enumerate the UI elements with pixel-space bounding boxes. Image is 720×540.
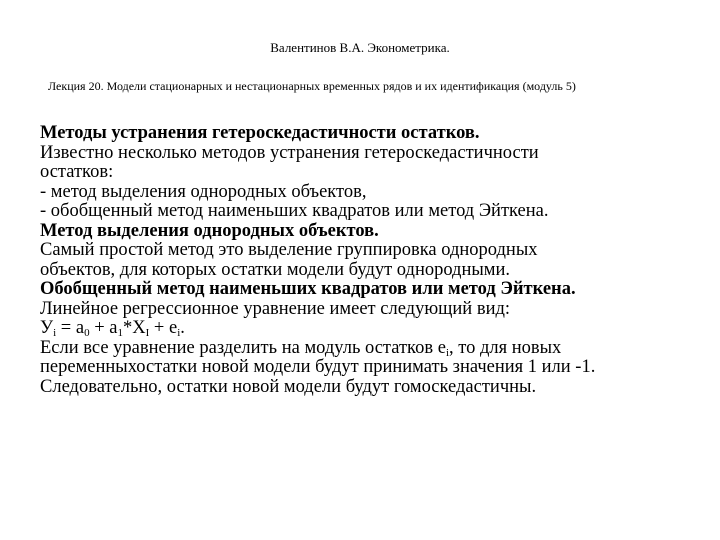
body-line: Следовательно, остатки новой модели будут гомоскедастичны. <box>40 376 537 397</box>
equation-subscript: 0 <box>84 327 90 339</box>
equation-subscript: I <box>145 327 150 339</box>
equation-part: . <box>180 318 185 338</box>
equation-part: У <box>40 318 54 338</box>
document-header-subtitle: Лекция 20. Модели стационарных и нестационарных временных рядов и их идентификация (модуль 5) <box>48 79 576 93</box>
body-line: Известно несколько методов устранения гетероскедастичности <box>40 142 539 163</box>
body-line: Самый простой метод это выделение группировка однородных <box>40 240 538 260</box>
equation-part: = a <box>56 318 85 338</box>
body-line: переменныхостатки новой модели будут принимать значения 1 или -1. <box>40 357 596 377</box>
equation-subscript: i <box>177 327 181 339</box>
equation-part: + e <box>149 318 178 338</box>
lecture-body <box>40 124 700 397</box>
body-text-part: Если все уравнение разделить на модуль остатков e <box>40 337 446 358</box>
section-heading-methods: Методы устранения гетероскедастичности остатков. <box>40 123 480 143</box>
equation-part: *X <box>122 318 146 338</box>
list-item-method-homogeneous: - метод выделения однородных объектов, <box>40 181 367 202</box>
list-item-method-aitken: - обобщенный метод наименьших квадратов или метод Эйткена. <box>40 201 549 221</box>
equation-subscript: i <box>53 327 57 339</box>
body-text-part: , то для новых <box>449 337 562 358</box>
body-line: объектов, для которых остатки модели будут однородными. <box>40 259 511 280</box>
regression-equation <box>40 319 700 339</box>
body-line: Линейное регрессионное уравнение имеет следующий вид: <box>40 298 511 319</box>
body-line <box>40 339 700 359</box>
section-heading-homogeneous: Метод выделения однородных объектов. <box>40 220 379 241</box>
document-header-title: Валентинов В.А. Эконометрика. <box>270 40 450 55</box>
residual-subscript: i <box>445 346 449 359</box>
equation-part: + a <box>89 318 118 338</box>
section-heading-gls: Обобщенный метод наименьших квадратов или метод Эйткена. <box>40 279 576 299</box>
equation-subscript: 1 <box>117 327 123 339</box>
body-line: остатков: <box>40 162 114 182</box>
